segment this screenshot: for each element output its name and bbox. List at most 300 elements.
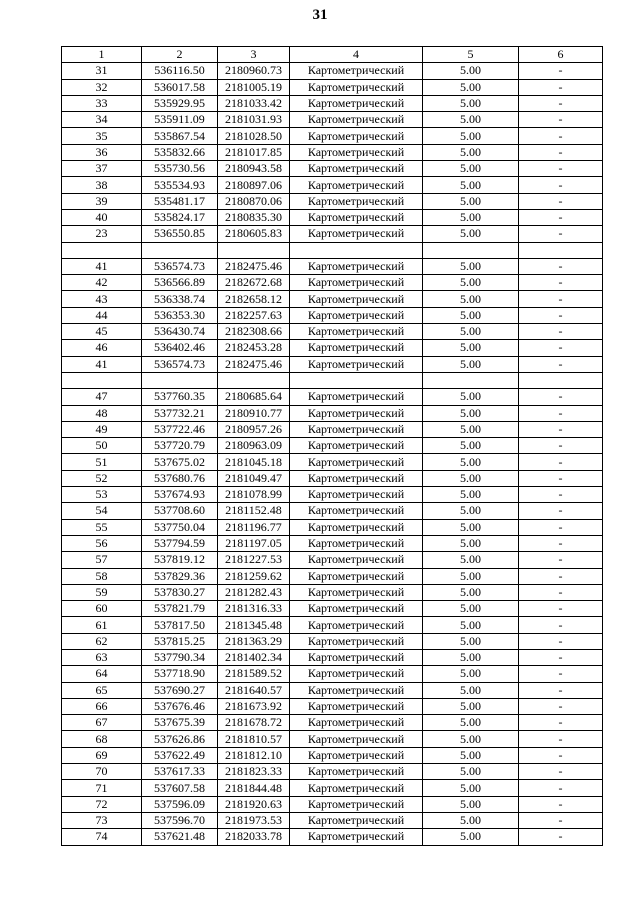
- note-cell: -: [519, 519, 603, 535]
- method-cell: Картометрический: [290, 682, 423, 698]
- accuracy-cell: 5.00: [423, 503, 519, 519]
- method-cell: Картометрический: [290, 617, 423, 633]
- note-cell: -: [519, 487, 603, 503]
- x-coordinate-cell: 535929.95: [142, 95, 218, 111]
- x-coordinate-cell: 537690.27: [142, 682, 218, 698]
- point-number-cell: 48: [62, 405, 142, 421]
- accuracy-cell: 5.00: [423, 209, 519, 225]
- note-cell: -: [519, 112, 603, 128]
- x-coordinate-cell: 536017.58: [142, 79, 218, 95]
- note-cell: -: [519, 275, 603, 291]
- point-number-cell: 50: [62, 438, 142, 454]
- method-cell: Картометрический: [290, 584, 423, 600]
- x-coordinate-cell: 536574.73: [142, 356, 218, 372]
- accuracy-cell: 5.00: [423, 584, 519, 600]
- note-cell: -: [519, 177, 603, 193]
- column-header: 1: [62, 47, 142, 63]
- note-cell: -: [519, 633, 603, 649]
- method-cell: Картометрический: [290, 421, 423, 437]
- y-coordinate-cell: 2181259.62: [218, 568, 290, 584]
- note-cell: -: [519, 617, 603, 633]
- x-coordinate-cell: 537815.25: [142, 633, 218, 649]
- table-row: [62, 503, 603, 519]
- point-number-cell: 41: [62, 356, 142, 372]
- y-coordinate-cell: 2182257.63: [218, 307, 290, 323]
- column-header: 2: [142, 47, 218, 63]
- note-cell: -: [519, 731, 603, 747]
- x-coordinate-cell: 536338.74: [142, 291, 218, 307]
- y-coordinate-cell: 2181227.53: [218, 552, 290, 568]
- accuracy-cell: 5.00: [423, 405, 519, 421]
- note-cell: -: [519, 552, 603, 568]
- x-coordinate-cell: 537794.59: [142, 535, 218, 551]
- method-cell: Картометрический: [290, 226, 423, 242]
- y-coordinate-cell: 2181045.18: [218, 454, 290, 470]
- note-cell: -: [519, 291, 603, 307]
- method-cell: Картометрический: [290, 209, 423, 225]
- point-number-cell: 66: [62, 698, 142, 714]
- table-row: [62, 112, 603, 128]
- note-cell: -: [519, 470, 603, 486]
- table-row: [62, 829, 603, 845]
- table-row: [62, 552, 603, 568]
- x-coordinate-cell: 537819.12: [142, 552, 218, 568]
- table-row: [62, 535, 603, 551]
- point-number-cell: 63: [62, 649, 142, 665]
- method-cell: Картометрический: [290, 764, 423, 780]
- y-coordinate-cell: 2181197.05: [218, 535, 290, 551]
- point-number-cell: 56: [62, 535, 142, 551]
- method-cell: Картометрический: [290, 177, 423, 193]
- table-row: [62, 356, 603, 372]
- accuracy-cell: [423, 242, 519, 258]
- x-coordinate-cell: 537596.70: [142, 812, 218, 828]
- column-header: 6: [519, 47, 603, 63]
- accuracy-cell: 5.00: [423, 812, 519, 828]
- y-coordinate-cell: 2181363.29: [218, 633, 290, 649]
- table-row: [62, 193, 603, 209]
- table-row: [62, 454, 603, 470]
- method-cell: Картометрический: [290, 95, 423, 111]
- x-coordinate-cell: 537722.46: [142, 421, 218, 437]
- accuracy-cell: 5.00: [423, 177, 519, 193]
- method-cell: Картометрический: [290, 552, 423, 568]
- x-coordinate-cell: 535867.54: [142, 128, 218, 144]
- method-cell: Картометрический: [290, 161, 423, 177]
- accuracy-cell: 5.00: [423, 356, 519, 372]
- x-coordinate-cell: 535824.17: [142, 209, 218, 225]
- accuracy-cell: 5.00: [423, 128, 519, 144]
- method-cell: Картометрический: [290, 128, 423, 144]
- note-cell: -: [519, 356, 603, 372]
- y-coordinate-cell: 2180835.30: [218, 209, 290, 225]
- method-cell: Картометрический: [290, 324, 423, 340]
- accuracy-cell: 5.00: [423, 796, 519, 812]
- point-number-cell: 40: [62, 209, 142, 225]
- y-coordinate-cell: 2180960.73: [218, 63, 290, 79]
- accuracy-cell: [423, 372, 519, 388]
- note-cell: -: [519, 796, 603, 812]
- table-row: [62, 470, 603, 486]
- accuracy-cell: 5.00: [423, 568, 519, 584]
- x-coordinate-cell: 536402.46: [142, 340, 218, 356]
- point-number-cell: 64: [62, 666, 142, 682]
- y-coordinate-cell: 2180870.06: [218, 193, 290, 209]
- point-number-cell: 36: [62, 144, 142, 160]
- y-coordinate-cell: 2181678.72: [218, 715, 290, 731]
- method-cell: Картометрический: [290, 487, 423, 503]
- point-number-cell: 72: [62, 796, 142, 812]
- x-coordinate-cell: 537607.58: [142, 780, 218, 796]
- table-row: [62, 764, 603, 780]
- y-coordinate-cell: 2180957.26: [218, 421, 290, 437]
- method-cell: Картометрический: [290, 780, 423, 796]
- accuracy-cell: 5.00: [423, 258, 519, 274]
- table-row: [62, 633, 603, 649]
- method-cell: Картометрический: [290, 715, 423, 731]
- accuracy-cell: 5.00: [423, 324, 519, 340]
- point-number-cell: 59: [62, 584, 142, 600]
- table-body: [62, 63, 603, 845]
- accuracy-cell: 5.00: [423, 275, 519, 291]
- note-cell: -: [519, 454, 603, 470]
- y-coordinate-cell: 2181316.33: [218, 601, 290, 617]
- accuracy-cell: 5.00: [423, 340, 519, 356]
- y-coordinate-cell: [218, 242, 290, 258]
- y-coordinate-cell: 2181005.19: [218, 79, 290, 95]
- table-row: [62, 177, 603, 193]
- table-row: [62, 682, 603, 698]
- y-coordinate-cell: 2181031.93: [218, 112, 290, 128]
- x-coordinate-cell: 536574.73: [142, 258, 218, 274]
- table-row: [62, 128, 603, 144]
- table-row: [62, 63, 603, 79]
- x-coordinate-cell: 537718.90: [142, 666, 218, 682]
- x-coordinate-cell: 536550.85: [142, 226, 218, 242]
- x-coordinate-cell: 537708.60: [142, 503, 218, 519]
- x-coordinate-cell: 537622.49: [142, 747, 218, 763]
- x-coordinate-cell: 537829.36: [142, 568, 218, 584]
- x-coordinate-cell: 537621.48: [142, 829, 218, 845]
- table-row: [62, 405, 603, 421]
- point-number-cell: 44: [62, 307, 142, 323]
- method-cell: Картометрический: [290, 698, 423, 714]
- method-cell: Картометрический: [290, 666, 423, 682]
- method-cell: Картометрический: [290, 568, 423, 584]
- point-number-cell: 69: [62, 747, 142, 763]
- note-cell: -: [519, 128, 603, 144]
- point-number-cell: 65: [62, 682, 142, 698]
- x-coordinate-cell: 537680.76: [142, 470, 218, 486]
- point-number-cell: 31: [62, 63, 142, 79]
- note-cell: -: [519, 535, 603, 551]
- x-coordinate-cell: 535730.56: [142, 161, 218, 177]
- x-coordinate-cell: 537750.04: [142, 519, 218, 535]
- table-row: [62, 731, 603, 747]
- point-number-cell: 43: [62, 291, 142, 307]
- table-row: [62, 421, 603, 437]
- x-coordinate-cell: 537675.02: [142, 454, 218, 470]
- accuracy-cell: 5.00: [423, 617, 519, 633]
- y-coordinate-cell: 2181402.34: [218, 649, 290, 665]
- method-cell: Картометрический: [290, 112, 423, 128]
- table-row: [62, 780, 603, 796]
- y-coordinate-cell: 2180685.64: [218, 389, 290, 405]
- y-coordinate-cell: 2181033.42: [218, 95, 290, 111]
- accuracy-cell: 5.00: [423, 438, 519, 454]
- note-cell: -: [519, 584, 603, 600]
- accuracy-cell: 5.00: [423, 454, 519, 470]
- column-header: 3: [218, 47, 290, 63]
- table-row: [62, 209, 603, 225]
- table-row: [62, 258, 603, 274]
- x-coordinate-cell: 537676.46: [142, 698, 218, 714]
- method-cell: Картометрический: [290, 389, 423, 405]
- x-coordinate-cell: 536116.50: [142, 63, 218, 79]
- y-coordinate-cell: 2181078.99: [218, 487, 290, 503]
- accuracy-cell: 5.00: [423, 144, 519, 160]
- x-coordinate-cell: 537760.35: [142, 389, 218, 405]
- method-cell: Картометрический: [290, 307, 423, 323]
- x-coordinate-cell: 537830.27: [142, 584, 218, 600]
- table-row: [62, 144, 603, 160]
- point-number-cell: 58: [62, 568, 142, 584]
- accuracy-cell: 5.00: [423, 633, 519, 649]
- point-number-cell: 51: [62, 454, 142, 470]
- table-row: [62, 324, 603, 340]
- note-cell: -: [519, 812, 603, 828]
- method-cell: Картометрический: [290, 405, 423, 421]
- table-row: [62, 617, 603, 633]
- point-number-cell: 61: [62, 617, 142, 633]
- y-coordinate-cell: 2182033.78: [218, 829, 290, 845]
- note-cell: -: [519, 258, 603, 274]
- table-header-row: [62, 47, 603, 63]
- y-coordinate-cell: 2181196.77: [218, 519, 290, 535]
- x-coordinate-cell: [142, 372, 218, 388]
- accuracy-cell: 5.00: [423, 193, 519, 209]
- accuracy-cell: 5.00: [423, 79, 519, 95]
- method-cell: Картометрический: [290, 454, 423, 470]
- accuracy-cell: 5.00: [423, 291, 519, 307]
- accuracy-cell: 5.00: [423, 421, 519, 437]
- x-coordinate-cell: [142, 242, 218, 258]
- method-cell: Картометрический: [290, 747, 423, 763]
- point-number-cell: 38: [62, 177, 142, 193]
- y-coordinate-cell: 2182453.28: [218, 340, 290, 356]
- table-row: [62, 291, 603, 307]
- point-number-cell: 60: [62, 601, 142, 617]
- y-coordinate-cell: 2181028.50: [218, 128, 290, 144]
- y-coordinate-cell: 2182658.12: [218, 291, 290, 307]
- point-number-cell: 33: [62, 95, 142, 111]
- table-row: [62, 79, 603, 95]
- y-coordinate-cell: 2181973.53: [218, 812, 290, 828]
- table-row: [62, 568, 603, 584]
- x-coordinate-cell: 535911.09: [142, 112, 218, 128]
- note-cell: -: [519, 747, 603, 763]
- point-number-cell: 55: [62, 519, 142, 535]
- note-cell: -: [519, 63, 603, 79]
- note-cell: -: [519, 405, 603, 421]
- note-cell: -: [519, 764, 603, 780]
- accuracy-cell: 5.00: [423, 63, 519, 79]
- method-cell: Картометрический: [290, 193, 423, 209]
- note-cell: [519, 372, 603, 388]
- accuracy-cell: 5.00: [423, 731, 519, 747]
- y-coordinate-cell: 2181152.48: [218, 503, 290, 519]
- table-row: [62, 812, 603, 828]
- y-coordinate-cell: 2181810.57: [218, 731, 290, 747]
- table-row: [62, 389, 603, 405]
- x-coordinate-cell: 537596.09: [142, 796, 218, 812]
- accuracy-cell: 5.00: [423, 764, 519, 780]
- point-number-cell: 34: [62, 112, 142, 128]
- note-cell: -: [519, 144, 603, 160]
- table-row: [62, 649, 603, 665]
- note-cell: [519, 242, 603, 258]
- method-cell: [290, 242, 423, 258]
- table-row: [62, 601, 603, 617]
- note-cell: -: [519, 601, 603, 617]
- accuracy-cell: 5.00: [423, 535, 519, 551]
- point-number-cell: 62: [62, 633, 142, 649]
- point-number-cell: 47: [62, 389, 142, 405]
- point-number-cell: 74: [62, 829, 142, 845]
- note-cell: -: [519, 715, 603, 731]
- y-coordinate-cell: 2181640.57: [218, 682, 290, 698]
- x-coordinate-cell: 536430.74: [142, 324, 218, 340]
- method-cell: Картометрический: [290, 63, 423, 79]
- note-cell: -: [519, 698, 603, 714]
- note-cell: -: [519, 307, 603, 323]
- x-coordinate-cell: 537732.21: [142, 405, 218, 421]
- accuracy-cell: 5.00: [423, 307, 519, 323]
- table-row: [62, 487, 603, 503]
- accuracy-cell: 5.00: [423, 95, 519, 111]
- method-cell: Картометрический: [290, 829, 423, 845]
- table-row: [62, 715, 603, 731]
- y-coordinate-cell: 2182308.66: [218, 324, 290, 340]
- point-number-cell: 49: [62, 421, 142, 437]
- y-coordinate-cell: 2181589.52: [218, 666, 290, 682]
- note-cell: -: [519, 193, 603, 209]
- accuracy-cell: 5.00: [423, 470, 519, 486]
- method-cell: Картометрический: [290, 535, 423, 551]
- accuracy-cell: 5.00: [423, 487, 519, 503]
- y-coordinate-cell: 2182672.68: [218, 275, 290, 291]
- note-cell: -: [519, 666, 603, 682]
- point-number-cell: 46: [62, 340, 142, 356]
- accuracy-cell: 5.00: [423, 747, 519, 763]
- point-number-cell: 71: [62, 780, 142, 796]
- page-number: 31: [312, 7, 328, 23]
- point-number-cell: 52: [62, 470, 142, 486]
- y-coordinate-cell: 2181017.85: [218, 144, 290, 160]
- point-number-cell: 35: [62, 128, 142, 144]
- note-cell: -: [519, 503, 603, 519]
- method-cell: Картометрический: [290, 503, 423, 519]
- method-cell: Картометрический: [290, 79, 423, 95]
- point-number-cell: 37: [62, 161, 142, 177]
- method-cell: Картометрический: [290, 731, 423, 747]
- y-coordinate-cell: 2180963.09: [218, 438, 290, 454]
- y-coordinate-cell: 2182475.46: [218, 356, 290, 372]
- y-coordinate-cell: 2181049.47: [218, 470, 290, 486]
- method-cell: Картометрический: [290, 438, 423, 454]
- y-coordinate-cell: 2181823.33: [218, 764, 290, 780]
- note-cell: -: [519, 226, 603, 242]
- accuracy-cell: 5.00: [423, 829, 519, 845]
- accuracy-cell: 5.00: [423, 715, 519, 731]
- y-coordinate-cell: 2181812.10: [218, 747, 290, 763]
- table-row: [62, 275, 603, 291]
- y-coordinate-cell: 2180910.77: [218, 405, 290, 421]
- accuracy-cell: 5.00: [423, 601, 519, 617]
- accuracy-cell: 5.00: [423, 112, 519, 128]
- y-coordinate-cell: 2180605.83: [218, 226, 290, 242]
- note-cell: -: [519, 649, 603, 665]
- y-coordinate-cell: [218, 372, 290, 388]
- method-cell: Картометрический: [290, 812, 423, 828]
- method-cell: Картометрический: [290, 144, 423, 160]
- note-cell: -: [519, 829, 603, 845]
- accuracy-cell: 5.00: [423, 389, 519, 405]
- method-cell: Картометрический: [290, 275, 423, 291]
- y-coordinate-cell: 2181673.92: [218, 698, 290, 714]
- point-number-cell: [62, 242, 142, 258]
- note-cell: -: [519, 421, 603, 437]
- x-coordinate-cell: 536353.30: [142, 307, 218, 323]
- y-coordinate-cell: 2181844.48: [218, 780, 290, 796]
- x-coordinate-cell: 537817.50: [142, 617, 218, 633]
- point-number-cell: 68: [62, 731, 142, 747]
- method-cell: Картометрический: [290, 796, 423, 812]
- column-header: 5: [423, 47, 519, 63]
- table-separator-row: [62, 242, 603, 258]
- note-cell: -: [519, 568, 603, 584]
- accuracy-cell: 5.00: [423, 682, 519, 698]
- table-row: [62, 438, 603, 454]
- point-number-cell: 41: [62, 258, 142, 274]
- method-cell: Картометрический: [290, 470, 423, 486]
- note-cell: -: [519, 324, 603, 340]
- y-coordinate-cell: 2181345.48: [218, 617, 290, 633]
- y-coordinate-cell: 2180943.58: [218, 161, 290, 177]
- method-cell: Картометрический: [290, 649, 423, 665]
- table-row: [62, 698, 603, 714]
- table-row: [62, 666, 603, 682]
- y-coordinate-cell: 2180897.06: [218, 177, 290, 193]
- accuracy-cell: 5.00: [423, 161, 519, 177]
- note-cell: -: [519, 682, 603, 698]
- note-cell: -: [519, 438, 603, 454]
- table-row: [62, 161, 603, 177]
- y-coordinate-cell: 2182475.46: [218, 258, 290, 274]
- y-coordinate-cell: 2181282.43: [218, 584, 290, 600]
- table-row: [62, 307, 603, 323]
- point-number-cell: 73: [62, 812, 142, 828]
- point-number-cell: 45: [62, 324, 142, 340]
- note-cell: -: [519, 340, 603, 356]
- note-cell: -: [519, 209, 603, 225]
- method-cell: Картометрический: [290, 356, 423, 372]
- x-coordinate-cell: 535481.17: [142, 193, 218, 209]
- method-cell: Картометрический: [290, 340, 423, 356]
- table-row: [62, 340, 603, 356]
- x-coordinate-cell: 537674.93: [142, 487, 218, 503]
- x-coordinate-cell: 535534.93: [142, 177, 218, 193]
